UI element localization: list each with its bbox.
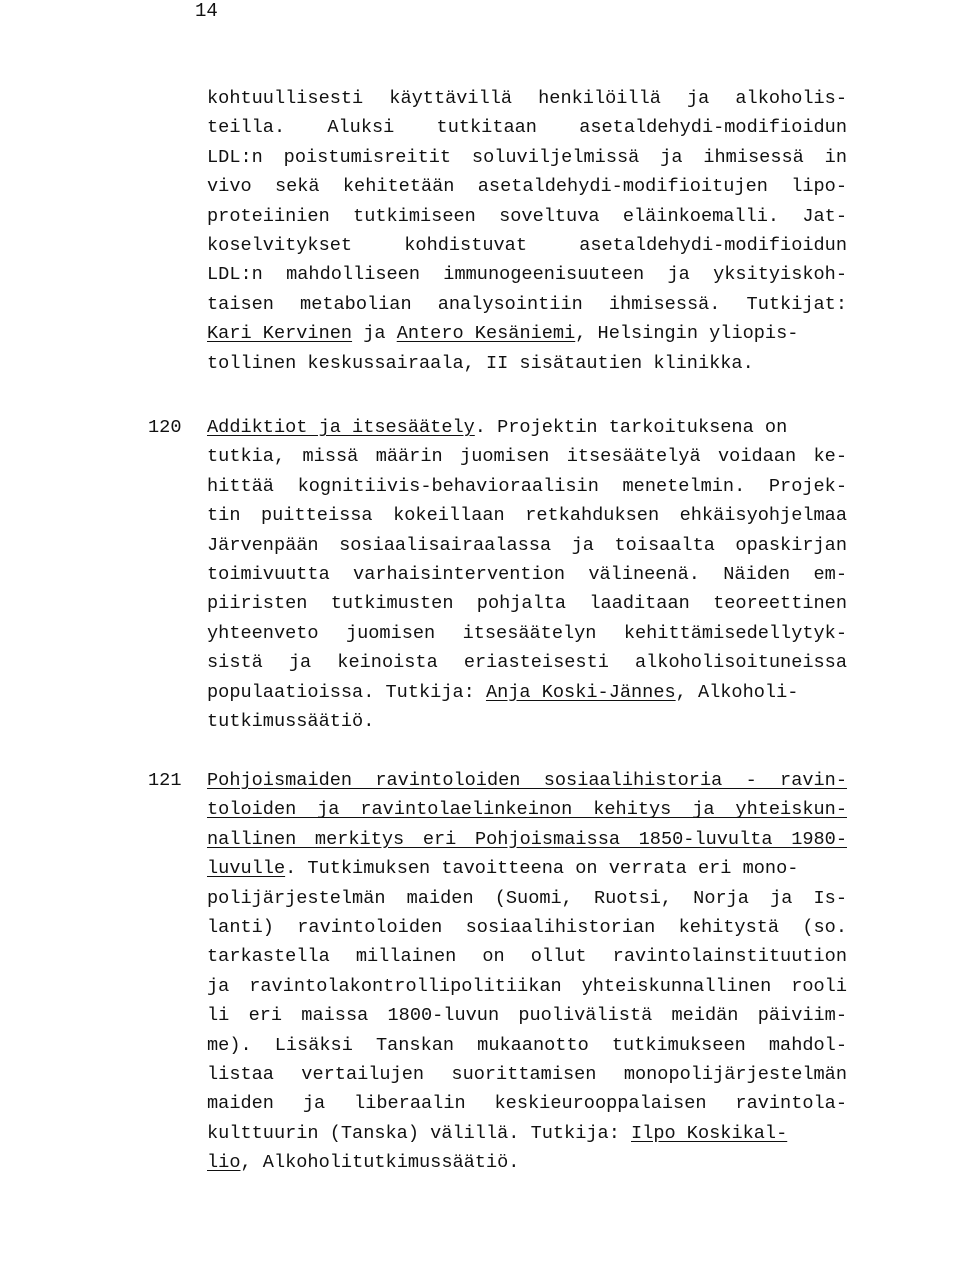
item-number: 120 <box>148 417 182 438</box>
project-title-line <box>207 766 847 795</box>
text-line: tin puitteissa kokeillaan retkahduksen ehkäisyohjelmaa <box>207 505 847 527</box>
affiliation-text: , Alkoholitutkimussäätiö. <box>240 1152 520 1174</box>
text-line: taisen metabolian analysointiin ihmisessä. Tutkijat: <box>207 293 847 315</box>
project-title: Pohjoismaiden ravintoloiden sosiaalihistoria - ravin- <box>207 770 847 791</box>
project-title: luvulle <box>207 858 286 880</box>
text-line <box>207 1148 847 1177</box>
text-line: me). Lisäksi Tanskan mukaanotto tutkimukseen mahdol- <box>207 1034 847 1056</box>
researcher-name: lio <box>207 1152 241 1174</box>
text-line: piiristen tutkimusten pohjalta laaditaan teoreettinen <box>207 593 847 615</box>
text-line: hittää kognitiivis-behavioraalisin menetelmin. Projek- <box>207 475 847 497</box>
text-line: li eri maissa 1800-luvun puolivälistä meidän päiviim- <box>207 1005 847 1027</box>
page-number: 14 <box>195 0 218 22</box>
text-line: koselvitykset kohdistuvat asetaldehydi-modifioidun <box>207 234 847 256</box>
text-line: tutkia, missä määrin juomisen itsesäätelyä voidaan ke- <box>207 446 847 468</box>
text-line: tarkastella millainen on ollut ravintolainstituution <box>207 946 847 968</box>
project-title: toloiden ja ravintolaelinkeinon kehitys ja yhteiskun- <box>207 799 847 821</box>
project-title-line <box>207 413 847 442</box>
text-fragment: . Projektin tarkoituksena on <box>474 417 788 438</box>
project-title-line <box>207 825 847 854</box>
text-line: Järvenpään sosiaalisairaalassa ja toisaalta opaskirjan <box>207 534 847 556</box>
text-line: tutkimussäätiö. <box>207 710 375 732</box>
text-line: LDL:n poistumisreitit soluviljelmissä ja ihmisessä in <box>207 146 847 168</box>
text-line: kohtuullisesti käyttävillä henkilöillä ja alkoholis- <box>207 88 847 109</box>
project-120 <box>207 413 847 736</box>
text-fragment: . Tutkimuksen tavoitteena on verrata eri mono- <box>285 858 799 880</box>
text-line: ja ravintolakontrollipolitiikan yhteiskunnallinen rooli <box>207 975 847 997</box>
intro-paragraph <box>207 84 847 378</box>
text-line: vivo sekä kehitetään asetaldehydi-modifioitujen lipo- <box>207 176 847 198</box>
project-title-line <box>207 795 847 824</box>
text-fragment: kulttuurin (Tanska) välillä. Tutkija: <box>207 1122 632 1144</box>
text-line: teilla. Aluksi tutkitaan asetaldehydi-modifioidun <box>207 117 847 139</box>
researchers-line <box>207 319 847 348</box>
text-line: LDL:n mahdolliseen immunogeenisuuteen ja yksityiskoh- <box>207 264 847 286</box>
item-number: 121 <box>148 770 182 791</box>
text-line: maiden ja liberaalin keskieurooppalaisen ravintola- <box>207 1093 847 1115</box>
researchers-line <box>207 1119 847 1148</box>
researchers-line <box>207 678 847 707</box>
text-line: tollinen keskussairaala, II sisätautien klinikka. <box>207 352 754 374</box>
conjunction: ja <box>352 323 397 345</box>
text-fragment: populaatioissa. Tutkija: <box>207 681 486 703</box>
affiliation-text: , Helsingin yliopis- <box>575 323 799 345</box>
researcher-name: Anja Koski-Jännes <box>485 681 676 703</box>
project-title: nallinen merkitys eri Pohjoismaissa 1850-luvulta 1980- <box>207 828 847 850</box>
text-line: lanti) ravintoloiden sosiaalihistorian kehitystä (so. <box>207 916 847 938</box>
researcher-name: Antero Kesäniemi <box>396 323 576 345</box>
project-title-line <box>207 854 847 883</box>
researcher-name: Kari Kervinen <box>207 323 353 345</box>
text-line: proteiinien tutkimiseen soveltuva eläinkoemalli. Jat- <box>207 205 847 227</box>
project-title: Addiktiot ja itsesäätely <box>207 417 475 438</box>
text-line: yhteenveto juomisen itsesäätelyn kehittämisedellytyk- <box>207 622 847 644</box>
text-line: sistä ja keinoista eriasteisesti alkoholisoituneissa <box>207 652 847 674</box>
project-121 <box>207 766 847 1177</box>
text-line: polijärjestelmän maiden (Suomi, Ruotsi, Norja ja Is- <box>207 887 847 909</box>
affiliation-text: , Alkoholi- <box>675 681 799 703</box>
text-line: listaa vertailujen suorittamisen monopolijärjestelmän <box>207 1063 847 1085</box>
text-line: toimivuutta varhaisintervention välineenä. Näiden em- <box>207 563 847 585</box>
researcher-name: Ilpo Koskikal- <box>631 1122 788 1144</box>
